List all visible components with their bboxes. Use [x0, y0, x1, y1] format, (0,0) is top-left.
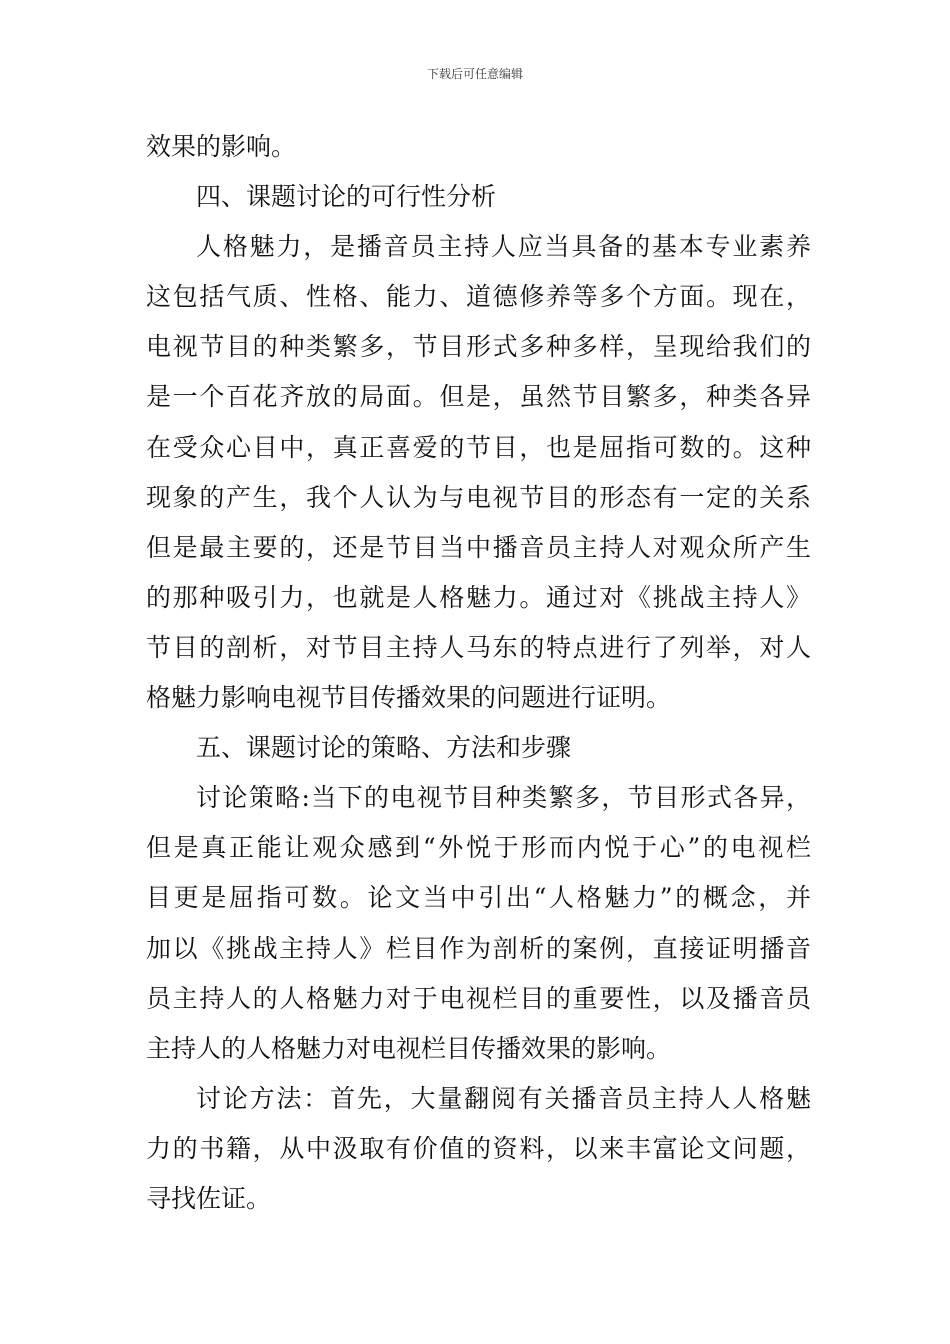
text-line: 寻找佐证。: [146, 1183, 272, 1213]
text-line: 五、课题讨论的策略、方法和步骤: [196, 733, 572, 763]
text-line: 但是真正能让观众感到“外悦于形而内悦于心”的电视栏: [146, 833, 811, 863]
text-line: 电视节目的种类繁多，节目形式多种多样，呈现给我们的: [146, 332, 811, 362]
text-line: 讨论策略:当下的电视节目种类繁多，节目形式各异，: [196, 783, 811, 813]
text-line: 是一个百花齐放的局面。但是，虽然节目繁多，种类各异: [146, 382, 811, 412]
text-line: 现象的产生，我个人认为与电视节目的形态有一定的关系: [146, 482, 811, 512]
document-body: [146, 122, 811, 1224]
text-line: 效果的影响。: [146, 132, 297, 161]
text-line: 节目的剖析，对节目主持人马东的特点进行了列举，对人: [146, 632, 811, 662]
page-header: 下载后可任意编辑: [426, 67, 523, 81]
text-line: 的那种吸引力，也就是人格魅力。通过对《挑战主持人》: [146, 582, 811, 612]
text-line: 主持人的人格魅力对电视栏目传播效果的影响。: [146, 1033, 672, 1063]
text-line: 讨论方法：首先，大量翻阅有关播音员主持人人格魅: [196, 1083, 811, 1113]
text-line: 员主持人的人格魅力对于电视栏目的重要性，以及播音员: [146, 983, 811, 1013]
text-line: 但是最主要的，还是节目当中播音员主持人对观众所产生: [146, 532, 811, 562]
text-line: 四、课题讨论的可行性分析: [196, 182, 497, 212]
text-line: 这包括气质、性格、能力、道德修养等多个方面。现在，: [146, 282, 811, 312]
text-line: 目更是屈指可数。论文当中引出“人格魅力”的概念，并: [146, 883, 811, 913]
text-line: 在受众心目中，真正喜爱的节目，也是屈指可数的。这种: [146, 432, 811, 462]
text-line: 力的书籍，从中汲取有价值的资料，以来丰富论文问题，: [146, 1133, 811, 1163]
text-line: 人格魅力，是播音员主持人应当具备的基本专业素养: [196, 232, 811, 262]
text-line: 加以《挑战主持人》栏目作为剖析的案例，直接证明播音: [146, 933, 811, 963]
text-line: 格魅力影响电视节目传播效果的问题进行证明。: [146, 683, 672, 713]
